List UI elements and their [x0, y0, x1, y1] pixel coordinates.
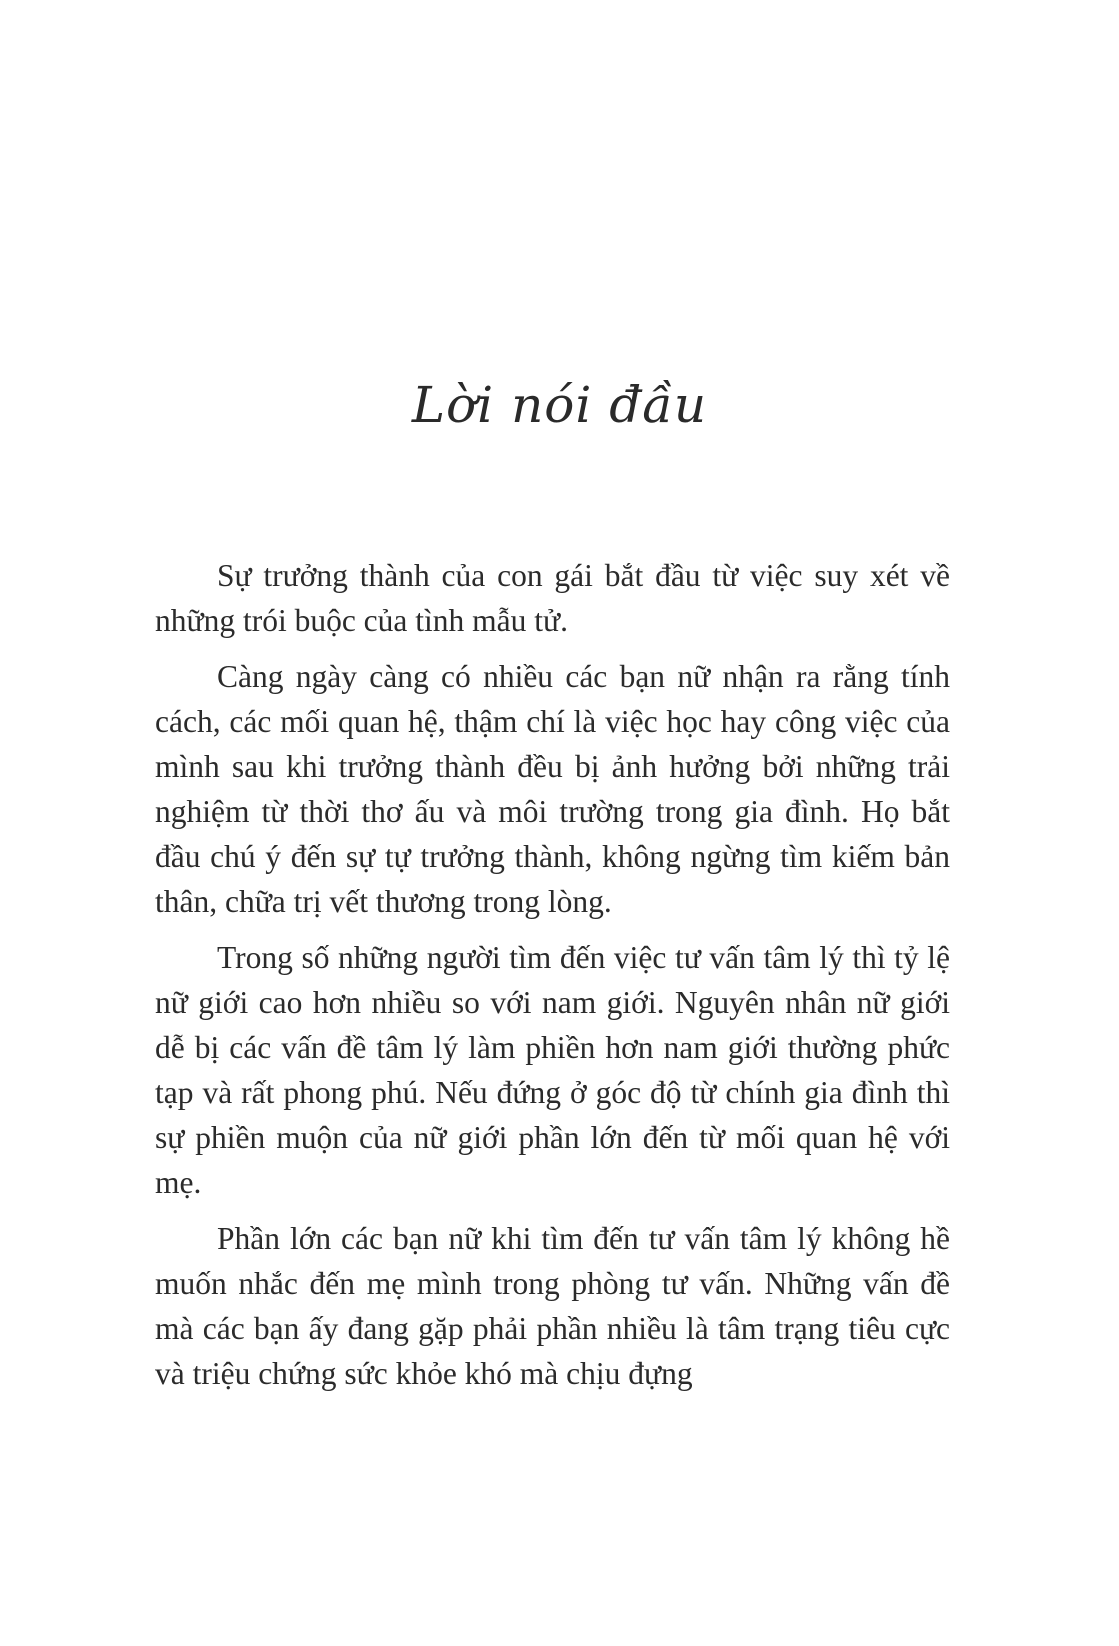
paragraph: Trong số những người tìm đến việc tư vấn tâm lý thì tỷ lệ nữ giới cao hơn nhiều so với nam giới. Nguyên nhân nữ giới dễ bị các vấn đề tâm lý làm phiền hơn nam giới thường phức tạp và rất phong phú. Nếu đứng ở góc độ từ chính gia đình thì sự phiền muộn của nữ giới phần lớn đến từ mối quan hệ với mẹ. — [155, 940, 950, 1200]
paragraph: Phần lớn các bạn nữ khi tìm đến tư vấn tâm lý không hề muốn nhắc đến mẹ mình trong phòng tư vấn. Những vấn đề mà các bạn ấy đang gặp phải phần nhiều là tâm trạng tiêu cực và triệu chứng sức khỏe khó mà chịu đựng — [155, 1221, 950, 1391]
body-text — [155, 553, 950, 1407]
paragraph: Càng ngày càng có nhiều các bạn nữ nhận ra rằng tính cách, các mối quan hệ, thậm chí là việc học hay công việc của mình sau khi trưởng thành đều bị ảnh hưởng bởi những trải nghiệm từ thời thơ ấu và môi trường trong gia đình. Họ bắt đầu chú ý đến sự tự trưởng thành, không ngừng tìm kiếm bản thân, chữa trị vết thương trong lòng. — [155, 659, 950, 919]
chapter-title: Lời nói đầu — [411, 376, 708, 434]
paragraph: Sự trưởng thành của con gái bắt đầu từ việc suy xét về những trói buộc của tình mẫu tử. — [155, 558, 950, 638]
